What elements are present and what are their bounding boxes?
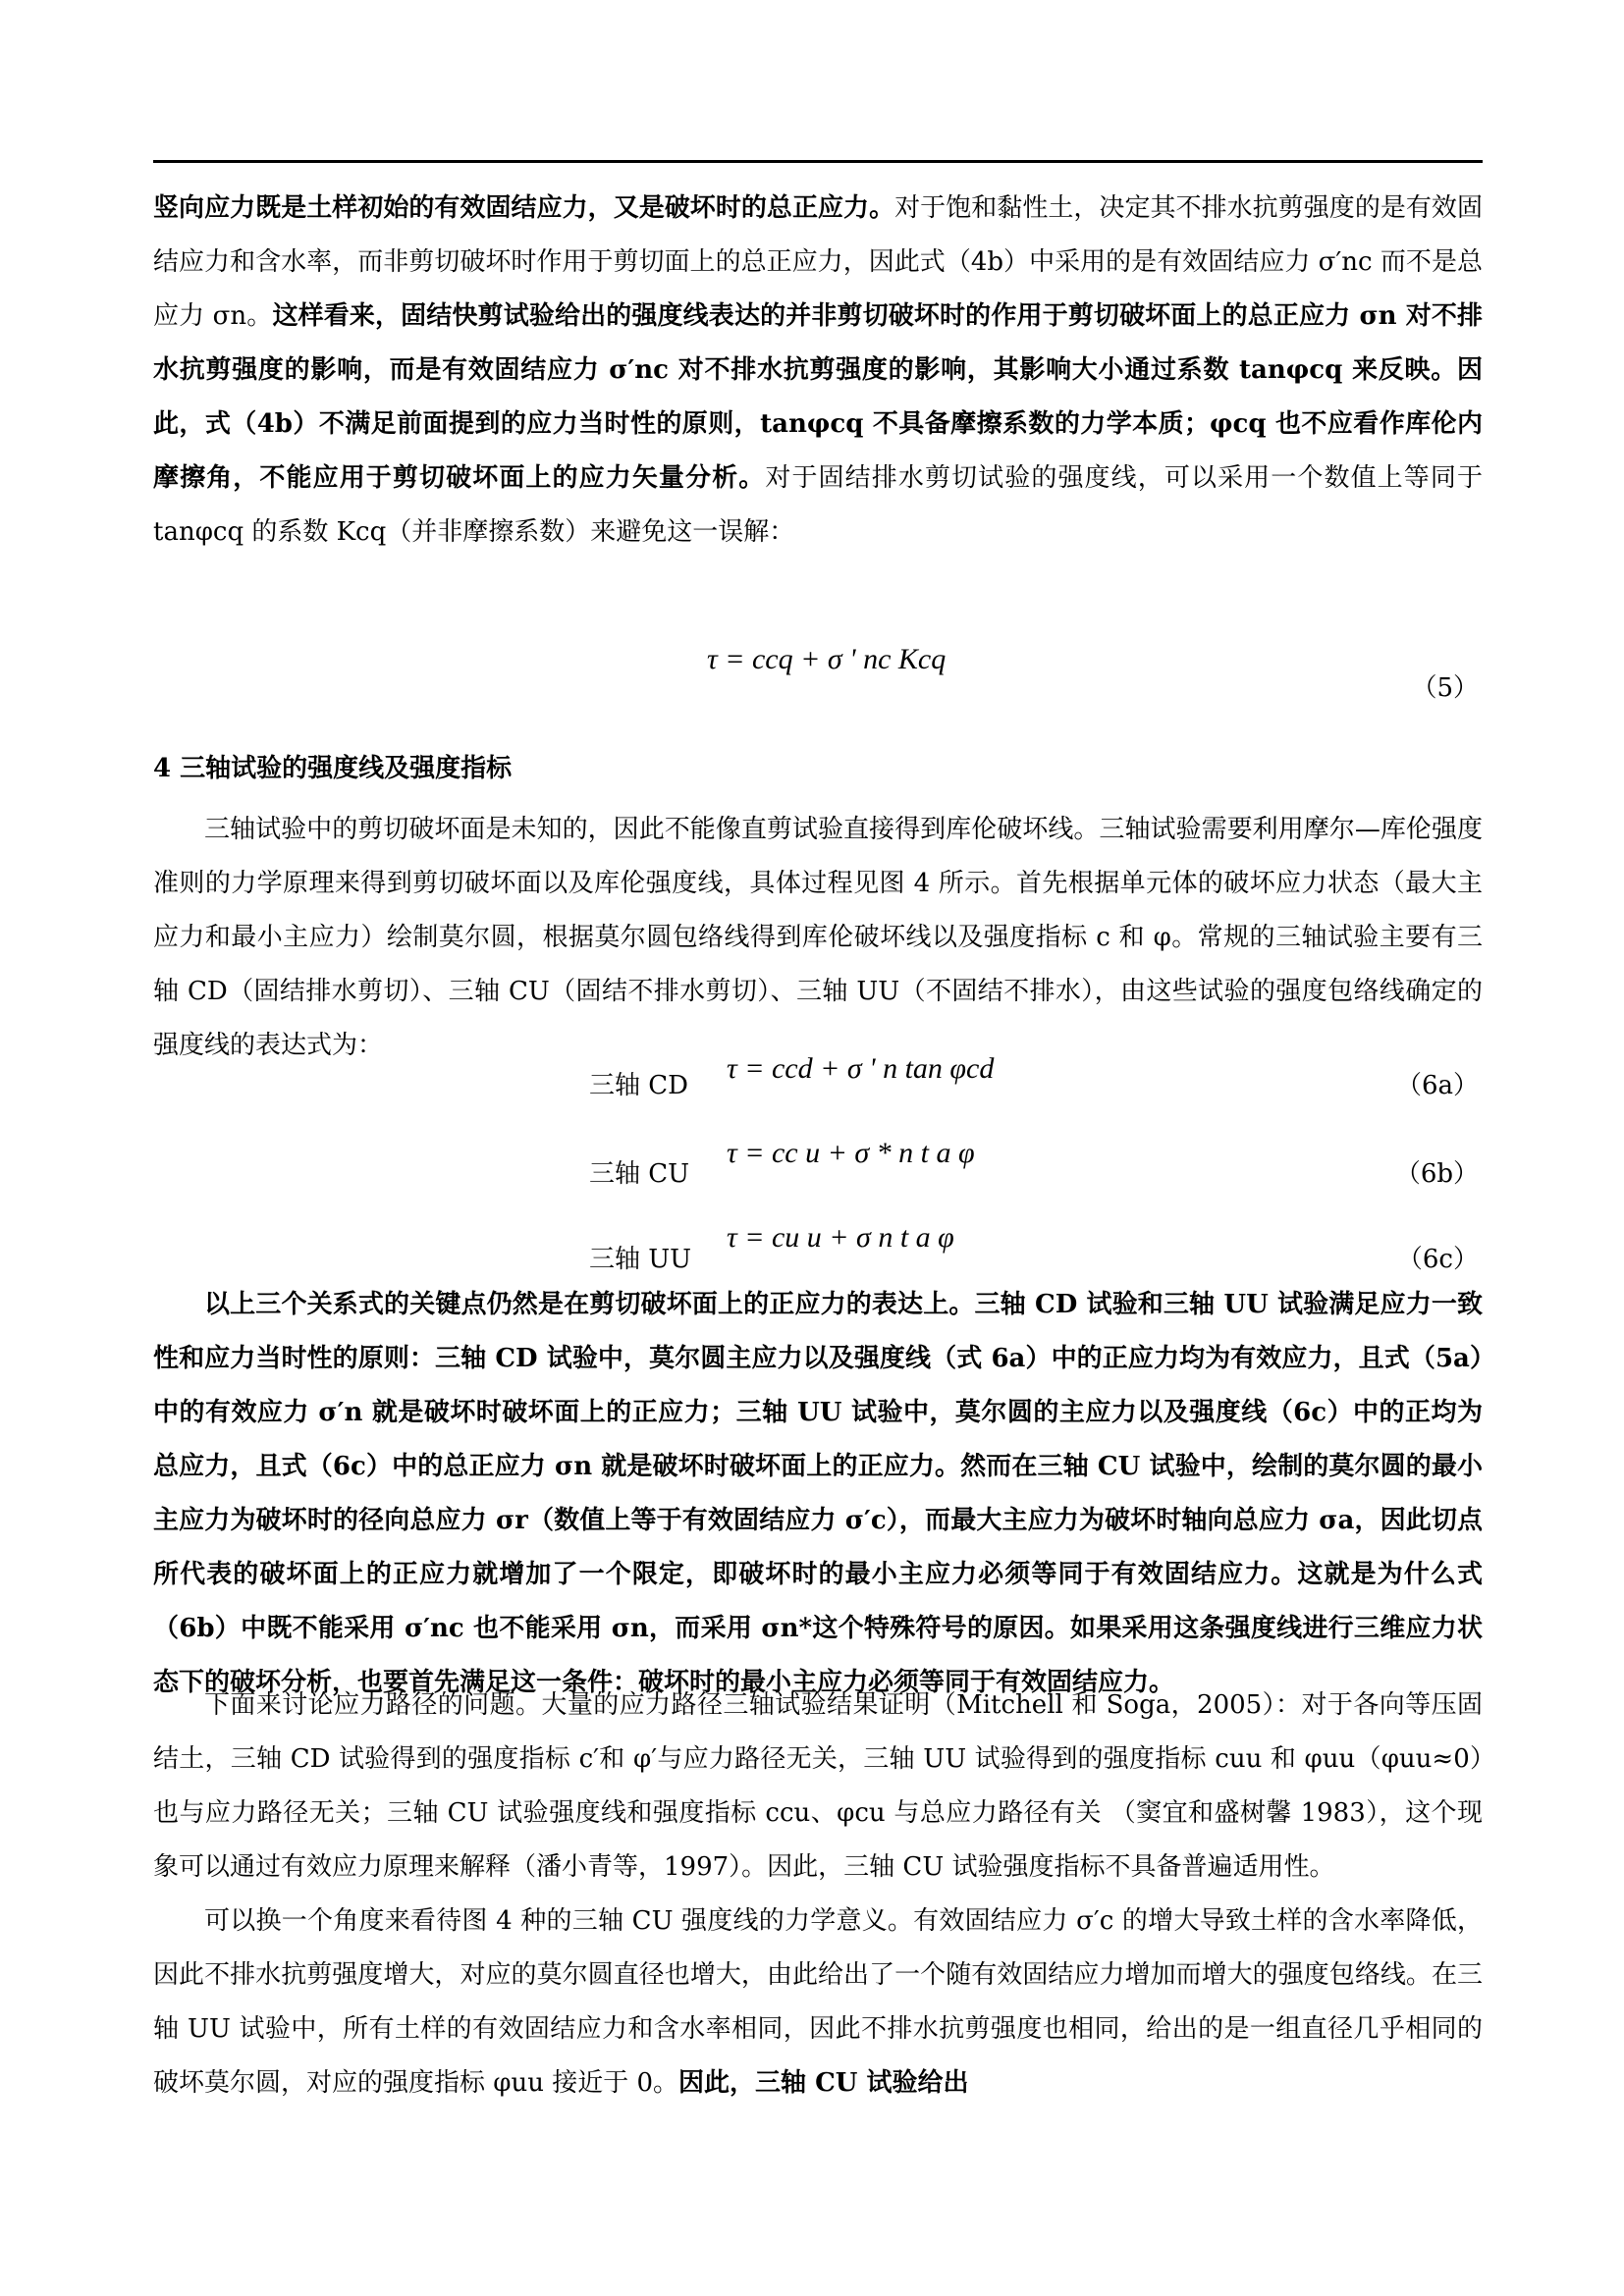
equation-6a: τ = ccd + σ ' n tan φcd xyxy=(727,1052,995,1085)
section-4-heading: 4 三轴试验的强度线及强度指标 xyxy=(153,754,513,783)
paragraph-3: 以上三个关系式的关键点仍然是在剪切破坏面上的正应力的表达上。三轴 CD 试验和三轴 UU 试验满足应力一致性和应力当时性的原则：三轴 CD 试验中，莫尔圆主应力以及强度线（式 6a）中的正应力均为有效应力，且式（5a）中的有效应力 σ′n 就是破坏时破坏面上的正应力；三轴 UU 试验中，莫尔圆的主应力以及强度线（6c）中的正均为总应力，且式（6c）中的总正应力 σn 就是破坏时破坏面上的正应力。然而在三轴 CU 试验中，绘制的莫尔圆的最小主应力为破坏时的径向总应力 σr（数值上等于有效固结应力 σ′c），而最大主应力为破坏时轴向总应力 σa，因此切点所代表的破坏面上的正应力就增加了一个限定，即破坏时的最小主应力必须等同于有效固结应力。这就是为什么式（6b）中既不能采用 σ′nc 也不能采用 σn，而采用 σn*这个特殊符号的原因。如果采用这条强度线进行三维应力状态下的破坏分析，也要首先满足这一条件：破坏时的最小主应力必须等同于有效固结应力。 xyxy=(153,1290,1483,1697)
p5-normal: 可以换一个角度来看待图 4 种的三轴 CU 强度线的力学意义。有效固结应力 σ′c 的增大导致土样的含水率降低，因此不排水抗剪强度增大，对应的莫尔圆直径也增大，由此给出了一个随有效固结应力增加而增大的强度包络线。在三轴 UU 试验中，所有土样的有效固结应力和含水率相同，因此不排水抗剪强度也相同，给出的是一组直径几乎相同的破坏莫尔圆，对应的强度指标 φuu 接近于 0。 xyxy=(153,1906,1483,2098)
p1-normal-1: 对于饱和黏性土，决定其不排水抗剪强度的是有效固结应力和含水率，而非剪切破坏时作用于剪切面上的总正应力，因此式（4b）中采用的是有效固结应力 σ′nc 而不是总应力 σn。 xyxy=(153,193,1483,331)
equation-6b: τ = cc u + σ * n t a φ xyxy=(727,1137,975,1169)
equation-6c-number: （6c） xyxy=(1396,1245,1479,1274)
equation-6c: τ = cu u + σ n t a φ xyxy=(727,1221,954,1254)
header-rule xyxy=(153,160,1483,163)
paragraph-1 xyxy=(153,182,1483,560)
p5-bold: 因此，三轴 CU 试验给出 xyxy=(678,2068,969,2098)
paragraph-2: 三轴试验中的剪切破坏面是未知的，因此不能像直剪试验直接得到库伦破坏线。三轴试验需要利用摩尔—库伦强度准则的力学原理来得到剪切破坏面以及库伦强度线，具体过程见图 4 所示。首先根据单元体的破坏应力状态（最大主应力和最小主应力）绘制莫尔圆，根据莫尔圆包络线得到库伦破坏线以及强度指标 c 和 φ。常规的三轴试验主要有三轴 CD（固结排水剪切）、三轴 CU（固结不排水剪切）、三轴 UU（不固结不排水），由这些试验的强度包络线确定的强度线的表达式为： xyxy=(153,815,1483,1060)
p1-normal-2: 对于固结排水剪切试验的强度线，可以采用一个数值上等同于 tanφcq 的系数 Kcq（并非摩擦系数）来避免这一误解： xyxy=(153,463,1483,547)
equation-5: τ = ccq + σ ' nc Kcq xyxy=(707,643,947,675)
p1-bold-2: 这样看来，固结快剪试验给出的强度线表达的并非剪切破坏时的作用于剪切破坏面上的总正应力 σn 对不排水抗剪强度的影响，而是有效固结应力 σ′nc 对不排水抗剪强度的影响，其影响大小通过系数 tanφcq 来反映。因此，式（4b）不满足前面提到的应力当时性的原则，tanφcq 不具备摩擦系数的力学本质；φcq 也不应看作库伦内摩擦角，不能应用于剪切破坏面上的应力矢量分析。 xyxy=(153,301,1483,493)
equation-6b-number: （6b） xyxy=(1394,1159,1479,1189)
equation-6b-label: 三轴 CU xyxy=(589,1159,690,1189)
equation-6a-number: （6a） xyxy=(1395,1071,1479,1100)
paragraph-5 xyxy=(153,1895,1483,2110)
equation-6c-label: 三轴 UU xyxy=(589,1245,692,1274)
equation-5-number: （5） xyxy=(1411,673,1479,703)
p1-bold-1: 竖向应力既是土样初始的有效固结应力，又是破坏时的总正应力。 xyxy=(153,193,895,223)
equation-6a-label: 三轴 CD xyxy=(589,1071,689,1100)
paragraph-4: 下面来讨论应力路径的问题。大量的应力路径三轴试验结果证明（Mitchell 和 Soga，2005）：对于各向等压固结土，三轴 CD 试验得到的强度指标 c′和 φ′与应力路径无关，三轴 UU 试验得到的强度指标 cuu 和 φuu（φuu≈0）也与应力路径无关；三轴 CU 试验强度线和强度指标 ccu、φcu 与总应力路径有关 （窦宜和盛树馨 1983），这个现象可以通过有效应力原理来解释（潘小青等，1997）。因此，三轴 CU 试验强度指标不具备普遍适用性。 xyxy=(153,1690,1483,1882)
